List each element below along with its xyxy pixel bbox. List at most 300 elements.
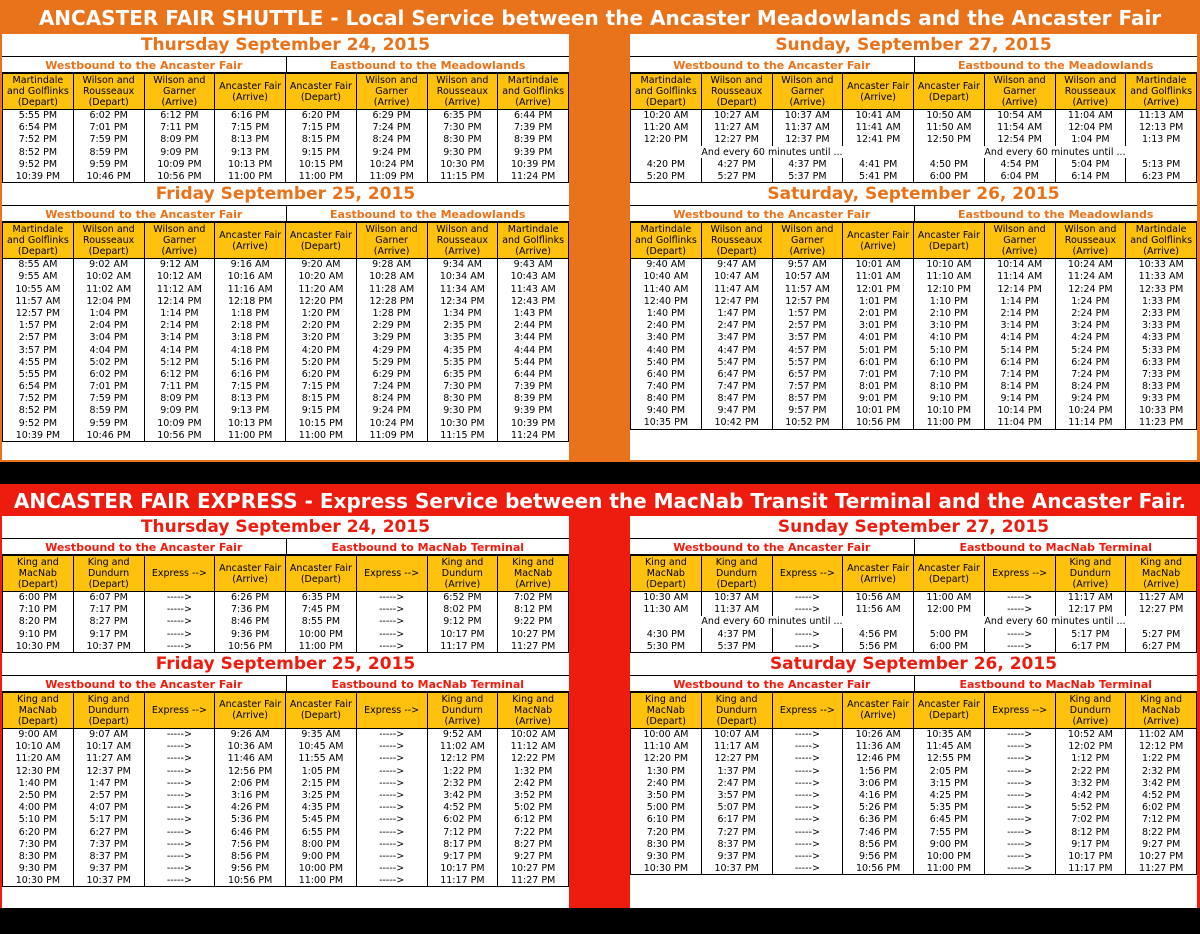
time-cell: 7:36 PM <box>215 604 286 616</box>
column-header: Wilson and Rousseaux (Depart) <box>73 223 144 259</box>
table-row <box>631 741 1197 753</box>
direction-header-row <box>2 538 569 555</box>
time-cell: 2:33 PM <box>1126 307 1197 319</box>
time-cell: 7:10 PM <box>914 368 985 380</box>
time-cell: 9:57 AM <box>772 259 843 271</box>
time-cell: 5:27 PM <box>1126 628 1197 640</box>
time-cell: 10:24 PM <box>1055 405 1126 417</box>
time-cell: 8:37 PM <box>701 838 772 850</box>
time-cell: 3:44 PM <box>498 332 569 344</box>
column-header-row <box>3 74 569 110</box>
time-cell: 10:39 PM <box>498 158 569 170</box>
time-cell: 2:01 PM <box>843 307 914 319</box>
time-cell: 2:35 PM <box>427 320 498 332</box>
table-row <box>631 393 1197 405</box>
time-cell: 7:27 PM <box>701 826 772 838</box>
time-cell: 6:33 PM <box>1126 356 1197 368</box>
table-row <box>631 295 1197 307</box>
table-row <box>631 838 1197 850</box>
eastbound-label: Eastbound to MacNab Terminal <box>286 675 570 692</box>
time-cell: 12:14 PM <box>984 283 1055 295</box>
table-row <box>631 777 1197 789</box>
table-row <box>3 344 569 356</box>
time-cell: 8:37 PM <box>73 850 144 862</box>
column-header: Ancaster Fair (Arrive) <box>215 556 286 592</box>
time-cell: 8:15 PM <box>286 393 357 405</box>
time-cell: 10:00 PM <box>286 863 357 875</box>
time-cell: 3:57 PM <box>772 332 843 344</box>
column-header: Wilson and Rousseaux (Arrive) <box>427 74 498 110</box>
column-header: Ancaster Fair (Depart) <box>286 74 357 110</box>
time-cell: 7:30 PM <box>3 838 74 850</box>
time-cell: -----> <box>144 640 215 652</box>
frequency-note: And every 60 minutes until ... <box>631 146 914 158</box>
time-cell: -----> <box>356 728 427 740</box>
time-cell: -----> <box>984 777 1055 789</box>
time-cell: 9:15 PM <box>286 146 357 158</box>
time-cell: 10:42 PM <box>701 417 772 429</box>
column-header-row <box>631 692 1197 728</box>
table-row <box>631 604 1197 616</box>
time-cell: 6:20 PM <box>3 826 74 838</box>
time-cell: -----> <box>356 628 427 640</box>
time-cell: 8:47 PM <box>701 393 772 405</box>
time-cell: 11:00 PM <box>286 170 357 182</box>
table-row <box>631 307 1197 319</box>
time-cell: 10:16 AM <box>215 271 286 283</box>
time-cell: 4:26 PM <box>215 802 286 814</box>
column-header: King and Dundurn (Depart) <box>73 556 144 592</box>
eastbound-label: Eastbound to the Meadowlands <box>286 205 570 222</box>
time-cell: 8:30 PM <box>3 850 74 862</box>
table-row <box>631 356 1197 368</box>
time-cell: 6:16 PM <box>215 110 286 122</box>
time-cell: 9:59 PM <box>73 417 144 429</box>
time-cell: 11:14 AM <box>984 271 1055 283</box>
time-cell: 2:18 PM <box>215 320 286 332</box>
time-cell: 11:09 PM <box>356 170 427 182</box>
time-cell: 9:24 PM <box>356 405 427 417</box>
time-cell: 10:33 PM <box>1126 405 1197 417</box>
time-cell: 10:10 PM <box>914 405 985 417</box>
time-cell: 11:20 AM <box>286 283 357 295</box>
time-cell: 11:00 PM <box>286 429 357 441</box>
time-cell: 7:15 PM <box>215 381 286 393</box>
column-header: Wilson and Rousseaux (Arrive) <box>427 223 498 259</box>
time-cell: 8:57 PM <box>772 393 843 405</box>
time-cell: 12:57 PM <box>3 307 74 319</box>
time-cell: 7:59 PM <box>73 393 144 405</box>
time-cell: 11:17 PM <box>427 875 498 887</box>
table-row <box>631 405 1197 417</box>
time-cell: 12:30 PM <box>3 765 74 777</box>
time-cell: 12:27 PM <box>701 134 772 146</box>
time-cell: -----> <box>144 765 215 777</box>
time-cell: 2:47 PM <box>701 777 772 789</box>
direction-header-row <box>630 205 1197 222</box>
direction-header-row <box>2 675 569 692</box>
time-cell: 9:30 PM <box>3 863 74 875</box>
time-cell: -----> <box>144 802 215 814</box>
time-cell: 4:00 PM <box>3 802 74 814</box>
column-header: Wilson and Rousseaux (Depart) <box>73 74 144 110</box>
time-cell: 12:14 PM <box>144 295 215 307</box>
time-cell: 11:17 AM <box>701 741 772 753</box>
time-cell: 11:27 AM <box>73 753 144 765</box>
table-row <box>3 863 569 875</box>
time-cell: 2:10 PM <box>914 307 985 319</box>
time-cell: 3:20 PM <box>286 332 357 344</box>
time-cell: 11:24 PM <box>498 170 569 182</box>
time-cell: 11:56 AM <box>843 604 914 616</box>
time-cell: 7:01 PM <box>843 368 914 380</box>
column-header: Express --> <box>772 556 843 592</box>
time-cell: -----> <box>984 838 1055 850</box>
time-cell: 10:24 PM <box>356 158 427 170</box>
time-cell: -----> <box>356 850 427 862</box>
time-cell: 5:37 PM <box>772 170 843 182</box>
time-cell: 6:55 PM <box>286 826 357 838</box>
time-cell: 3:52 PM <box>498 789 569 801</box>
column-header: King and MacNab (Depart) <box>3 556 74 592</box>
time-cell: 3:04 PM <box>73 332 144 344</box>
time-cell: 3:57 PM <box>701 789 772 801</box>
time-cell: 12:33 PM <box>1126 283 1197 295</box>
time-cell: 9:17 PM <box>427 850 498 862</box>
time-cell: 10:09 PM <box>144 158 215 170</box>
time-cell: 3:06 PM <box>843 777 914 789</box>
time-cell: 12:01 PM <box>843 283 914 295</box>
time-cell: 6:46 PM <box>215 826 286 838</box>
time-cell: 4:40 PM <box>631 344 702 356</box>
time-cell: 9:37 PM <box>701 850 772 862</box>
time-cell: 11:50 AM <box>914 122 985 134</box>
time-cell: 8:15 PM <box>286 134 357 146</box>
time-cell: 2:24 PM <box>1055 307 1126 319</box>
time-cell: 5:20 PM <box>286 356 357 368</box>
time-cell: 5:17 PM <box>1055 628 1126 640</box>
column-header: King and Dundurn (Depart) <box>701 692 772 728</box>
table-row <box>631 728 1197 740</box>
column-header: King and Dundurn (Arrive) <box>427 556 498 592</box>
column-header: King and MacNab (Depart) <box>631 556 702 592</box>
table-row <box>3 295 569 307</box>
time-cell: 12:43 PM <box>498 295 569 307</box>
day-title: Thursday September 24, 2015 <box>140 35 431 55</box>
time-cell: 5:47 PM <box>701 356 772 368</box>
time-cell: 8:40 PM <box>631 393 702 405</box>
column-header: Ancaster Fair (Depart) <box>914 692 985 728</box>
time-cell: -----> <box>356 802 427 814</box>
time-cell: 10:40 AM <box>631 271 702 283</box>
day-title: Friday September 25, 2015 <box>155 184 416 205</box>
time-cell: 11:12 AM <box>144 283 215 295</box>
time-cell: 1:56 PM <box>843 765 914 777</box>
time-cell: -----> <box>984 753 1055 765</box>
time-cell: 2:40 PM <box>631 320 702 332</box>
time-cell: 10:47 AM <box>701 271 772 283</box>
time-cell: 9:17 PM <box>73 628 144 640</box>
time-cell: 8:39 PM <box>498 393 569 405</box>
time-cell: 6:45 PM <box>914 814 985 826</box>
table-row <box>3 158 569 170</box>
time-cell: 9:33 PM <box>1126 393 1197 405</box>
time-cell: -----> <box>984 728 1055 740</box>
shuttle-sunday-schedule <box>630 34 1197 183</box>
time-cell: 7:52 PM <box>3 134 74 146</box>
time-cell: 3:32 PM <box>1055 777 1126 789</box>
time-cell: 10:35 AM <box>914 728 985 740</box>
time-cell: 10:46 PM <box>73 429 144 441</box>
time-cell: 6:02 PM <box>427 814 498 826</box>
time-cell: 12:40 PM <box>631 295 702 307</box>
time-cell: -----> <box>772 789 843 801</box>
time-cell: 6:29 PM <box>356 368 427 380</box>
time-cell: 7:47 PM <box>701 381 772 393</box>
timetable <box>630 555 1197 653</box>
column-header: Martindale and Golflinks (Depart) <box>631 74 702 110</box>
time-cell: 12:24 PM <box>1055 283 1126 295</box>
time-cell: 10:12 AM <box>144 271 215 283</box>
time-cell: -----> <box>144 604 215 616</box>
table-row <box>3 393 569 405</box>
time-cell: 11:00 AM <box>914 592 985 604</box>
time-cell: -----> <box>984 789 1055 801</box>
table-row <box>3 146 569 158</box>
time-cell: 4:29 PM <box>356 344 427 356</box>
time-cell: 7:59 PM <box>73 134 144 146</box>
time-cell: 11:27 PM <box>1126 863 1197 875</box>
time-cell: -----> <box>772 640 843 652</box>
time-cell: 8:09 PM <box>144 393 215 405</box>
time-cell: 8:56 PM <box>843 838 914 850</box>
time-cell: 9:00 PM <box>914 838 985 850</box>
table-row <box>631 344 1197 356</box>
time-cell: 8:13 PM <box>215 393 286 405</box>
column-header: Martindale and Golflinks (Depart) <box>3 74 74 110</box>
time-cell: -----> <box>144 826 215 838</box>
time-cell: 11:01 AM <box>843 271 914 283</box>
time-cell: 10:17 AM <box>73 741 144 753</box>
time-cell: 9:56 PM <box>843 850 914 862</box>
time-cell: 10:56 PM <box>215 875 286 887</box>
time-cell: 2:22 PM <box>1055 765 1126 777</box>
time-cell: 10:24 PM <box>356 417 427 429</box>
time-cell: 8:01 PM <box>843 381 914 393</box>
time-cell: 5:55 PM <box>3 368 74 380</box>
time-cell: 1:28 PM <box>356 307 427 319</box>
table-row <box>3 616 569 628</box>
time-cell: 7:02 PM <box>1055 814 1126 826</box>
time-cell: 7:45 PM <box>286 604 357 616</box>
time-cell: 8:59 PM <box>73 405 144 417</box>
time-cell: 7:11 PM <box>144 122 215 134</box>
day-title: Saturday September 26, 2015 <box>769 653 1058 674</box>
time-cell: 8:30 PM <box>427 134 498 146</box>
time-cell: 7:17 PM <box>73 604 144 616</box>
time-cell: 9:13 PM <box>215 146 286 158</box>
time-cell: 8:52 PM <box>3 405 74 417</box>
time-cell: 10:52 PM <box>772 417 843 429</box>
time-cell: 9:55 AM <box>3 271 74 283</box>
table-row <box>631 417 1197 429</box>
table-row <box>3 814 569 826</box>
westbound-label: Westbound to the Ancaster Fair <box>2 538 286 555</box>
time-cell: 11:20 AM <box>3 753 74 765</box>
time-cell: 6:00 PM <box>914 640 985 652</box>
time-cell: 4:52 PM <box>427 802 498 814</box>
time-cell: 6:47 PM <box>701 368 772 380</box>
eastbound-label: Eastbound to MacNab Terminal <box>286 538 570 555</box>
time-cell: 10:30 PM <box>427 417 498 429</box>
time-cell: 10:57 AM <box>772 271 843 283</box>
time-cell: 7:24 PM <box>356 381 427 393</box>
column-header: Wilson and Garner (Arrive) <box>356 223 427 259</box>
table-row <box>3 850 569 862</box>
column-header: King and Dundurn (Depart) <box>73 692 144 728</box>
time-cell: 11:33 AM <box>1126 271 1197 283</box>
table-row <box>3 592 569 604</box>
column-header: King and Dundurn (Depart) <box>701 556 772 592</box>
time-cell: 5:56 PM <box>843 640 914 652</box>
time-cell: 9:39 PM <box>498 405 569 417</box>
column-header: Ancaster Fair (Arrive) <box>215 223 286 259</box>
time-cell: 11:15 PM <box>427 429 498 441</box>
time-cell: 5:17 PM <box>73 814 144 826</box>
time-cell: 2:57 PM <box>73 789 144 801</box>
table-row <box>631 592 1197 604</box>
time-cell: 5:04 PM <box>1055 158 1126 170</box>
time-cell: 7:39 PM <box>498 122 569 134</box>
time-cell: -----> <box>772 802 843 814</box>
time-cell: 10:01 AM <box>843 259 914 271</box>
time-cell: 10:00 PM <box>286 628 357 640</box>
direction-header-row <box>630 56 1197 73</box>
time-cell: 5:02 PM <box>498 802 569 814</box>
time-cell: 10:30 PM <box>427 158 498 170</box>
timetable <box>2 692 569 887</box>
time-cell: 12:54 PM <box>984 134 1055 146</box>
time-cell: 10:17 PM <box>427 628 498 640</box>
time-cell: -----> <box>144 814 215 826</box>
column-header: Ancaster Fair (Depart) <box>286 556 357 592</box>
time-cell: 3:16 PM <box>215 789 286 801</box>
time-cell: 10:02 AM <box>498 728 569 740</box>
table-row <box>631 765 1197 777</box>
time-cell: 1:43 PM <box>498 307 569 319</box>
time-cell: 8:12 PM <box>498 604 569 616</box>
day-title: Sunday September 27, 2015 <box>777 517 1050 537</box>
time-cell: 9:39 PM <box>498 146 569 158</box>
time-cell: 5:00 PM <box>631 802 702 814</box>
time-cell: 2:47 PM <box>701 320 772 332</box>
table-row <box>3 320 569 332</box>
time-cell: 12:00 PM <box>914 604 985 616</box>
time-cell: 5:52 PM <box>1055 802 1126 814</box>
column-header: Express --> <box>772 692 843 728</box>
column-header: Ancaster Fair (Arrive) <box>843 692 914 728</box>
time-cell: 9:14 PM <box>984 393 1055 405</box>
time-cell: -----> <box>772 592 843 604</box>
westbound-label: Westbound to the Ancaster Fair <box>630 675 914 692</box>
timetable <box>2 73 569 183</box>
time-cell: 9:00 AM <box>3 728 74 740</box>
time-cell: 4:25 PM <box>914 789 985 801</box>
time-cell: 9:30 PM <box>427 405 498 417</box>
time-cell: 11:00 PM <box>286 640 357 652</box>
table-row <box>631 381 1197 393</box>
time-cell: 3:29 PM <box>356 332 427 344</box>
shuttle-friday-schedule <box>2 183 569 442</box>
table-row <box>631 170 1197 182</box>
time-cell: -----> <box>984 863 1055 875</box>
table-row <box>631 628 1197 640</box>
time-cell: 12:41 PM <box>843 134 914 146</box>
day-title: Friday September 25, 2015 <box>155 653 416 674</box>
time-cell: 8:17 PM <box>427 838 498 850</box>
time-cell: -----> <box>144 850 215 862</box>
time-cell: 12:56 PM <box>215 765 286 777</box>
time-cell: 10:27 PM <box>1126 850 1197 862</box>
eastbound-label: Eastbound to the Meadowlands <box>286 56 570 73</box>
time-cell: 9:15 PM <box>286 405 357 417</box>
time-cell: -----> <box>144 789 215 801</box>
time-cell: 11:24 PM <box>498 429 569 441</box>
time-cell: 7:02 PM <box>498 592 569 604</box>
time-cell: 1:01 PM <box>843 295 914 307</box>
time-cell: -----> <box>356 616 427 628</box>
time-cell: -----> <box>144 753 215 765</box>
time-cell: 1:12 PM <box>1055 753 1126 765</box>
time-cell: 10:01 PM <box>843 405 914 417</box>
time-cell: 11:13 AM <box>1126 110 1197 122</box>
table-row <box>631 802 1197 814</box>
time-cell: 4:27 PM <box>701 158 772 170</box>
time-cell: 11:10 AM <box>631 741 702 753</box>
time-cell: -----> <box>772 628 843 640</box>
time-cell: 11:28 AM <box>356 283 427 295</box>
time-cell: -----> <box>144 728 215 740</box>
time-cell: 11:34 AM <box>427 283 498 295</box>
time-cell: 5:10 PM <box>3 814 74 826</box>
time-cell: 12:55 PM <box>914 753 985 765</box>
time-cell: 6:17 PM <box>701 814 772 826</box>
time-cell: 8:30 PM <box>427 393 498 405</box>
time-cell: 5:13 PM <box>1126 158 1197 170</box>
time-cell: 9:17 PM <box>1055 838 1126 850</box>
time-cell: 12:46 PM <box>843 753 914 765</box>
time-cell: 11:16 AM <box>215 283 286 295</box>
time-cell: -----> <box>356 753 427 765</box>
column-header-row <box>3 223 569 259</box>
time-cell: 6:35 PM <box>427 110 498 122</box>
time-cell: 11:24 AM <box>1055 271 1126 283</box>
time-cell: 10:17 PM <box>1055 850 1126 862</box>
time-cell: 10:09 PM <box>144 417 215 429</box>
time-cell: 9:40 PM <box>631 405 702 417</box>
column-header: Martindale and Golflinks (Arrive) <box>498 74 569 110</box>
column-header: Ancaster Fair (Depart) <box>286 223 357 259</box>
time-cell: 4:35 PM <box>286 802 357 814</box>
table-row <box>3 259 569 271</box>
time-cell: -----> <box>984 628 1055 640</box>
time-cell: 6:01 PM <box>843 356 914 368</box>
shuttle-left-panel <box>2 34 569 460</box>
table-row <box>3 110 569 122</box>
time-cell: 4:35 PM <box>427 344 498 356</box>
time-cell: 5:26 PM <box>843 802 914 814</box>
time-cell: 11:37 AM <box>701 604 772 616</box>
